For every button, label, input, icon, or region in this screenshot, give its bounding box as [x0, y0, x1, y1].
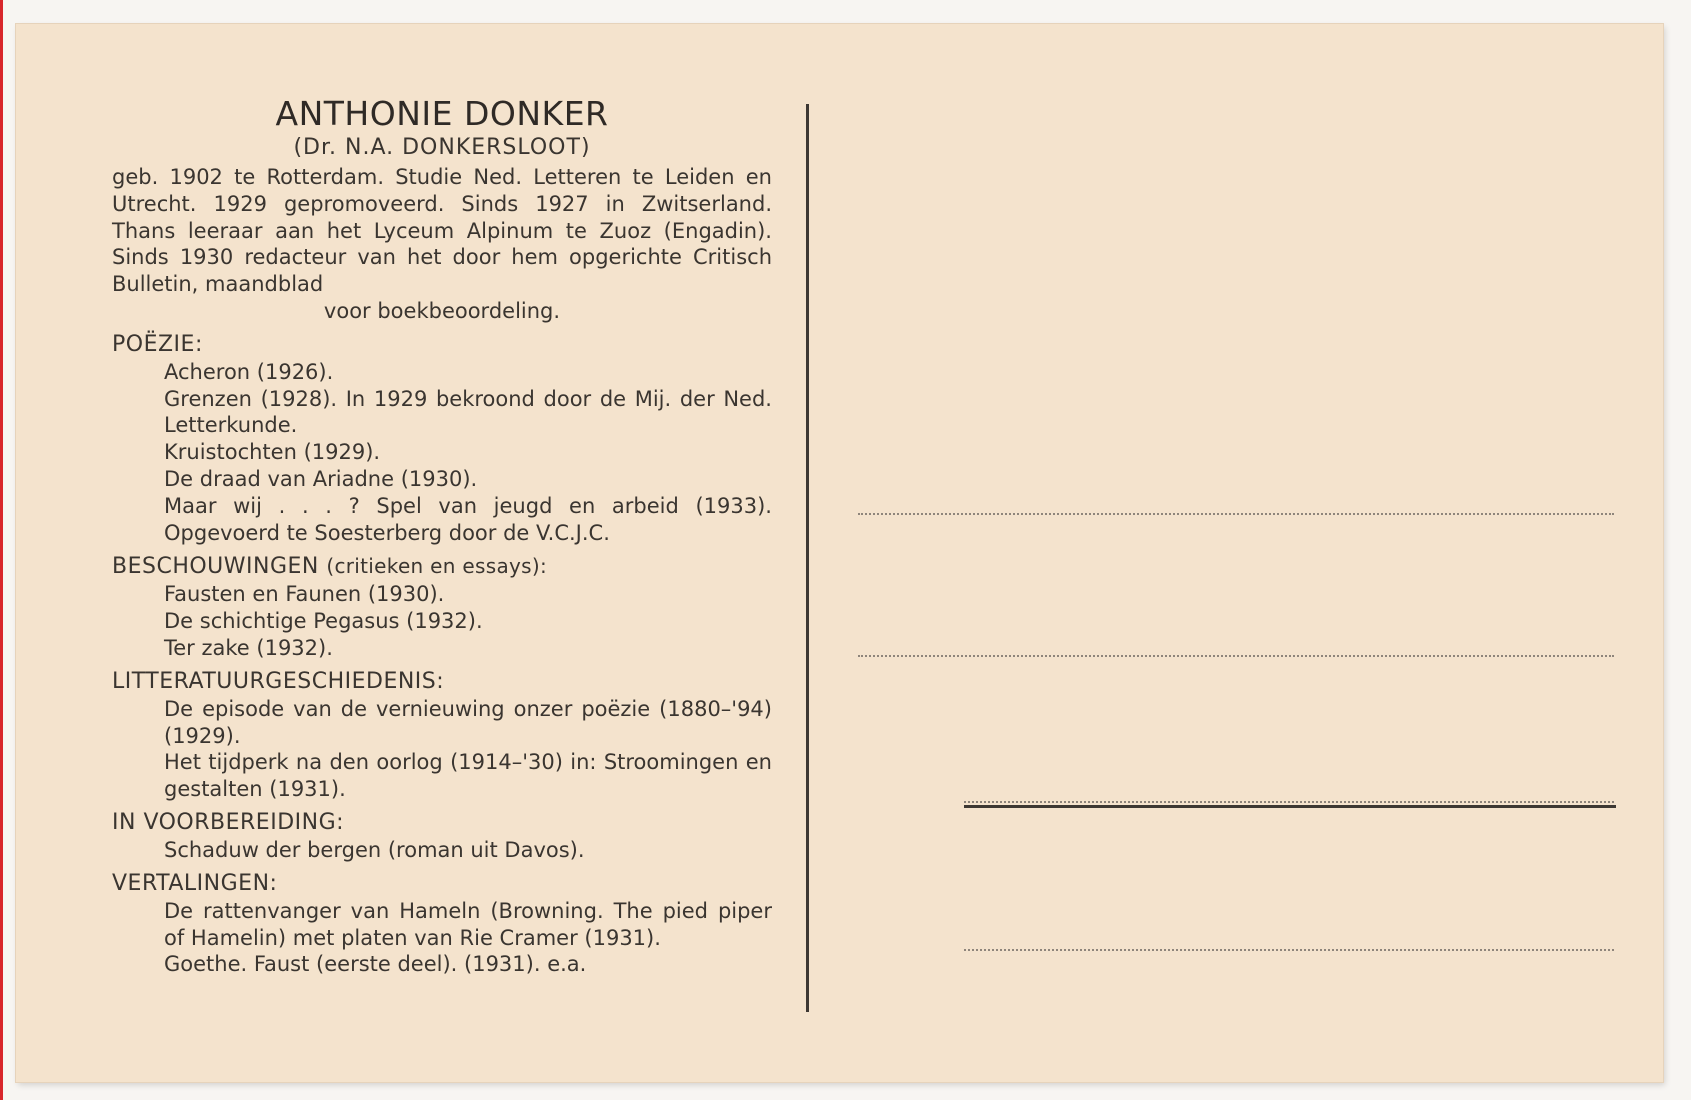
section-heading-note: (critieken en essays):	[326, 554, 548, 579]
list-item: Ter zake (1932).	[164, 635, 333, 660]
section-heading-poezie: POËZIE:	[112, 331, 203, 357]
list-item: De schichtige Pegasus (1932).	[164, 609, 483, 634]
section-heading-litteratuur: LITTERATUURGESCHIEDENIS:	[112, 668, 445, 694]
bio-text-last: voor boekbeoordeling.	[323, 298, 561, 323]
list-item: De episode van de vernieuwing onzer poëzie (1880–'94) (1929).	[164, 696, 772, 748]
section-heading-voorbereiding: IN VOORBEREIDING:	[112, 809, 345, 835]
address-line-1	[858, 513, 1614, 515]
postcard	[16, 24, 1663, 1082]
list-item: Acheron (1926).	[164, 359, 334, 384]
bio-column	[112, 94, 772, 978]
list-item: De rattenvanger van Hameln (Browning. The pied piper of Hamelin) met platen van Rie Cramer (1931).	[164, 898, 772, 950]
bio-text: geb. 1902 te Rotterdam. Studie Ned. Letteren te Leiden en Utrecht. 1929 gepromoveerd. Sinds 1927 in Zwitserland. Thans leeraar aan het Lyceum Alpinum te Zuoz (Engadin). Sinds 1930 redacteur van het door hem opgerichte Critisch Bulletin, maandblad	[112, 165, 772, 297]
section-heading-label: BESCHOUWINGEN	[112, 554, 319, 580]
address-underline	[964, 805, 1616, 808]
list-item: Grenzen (1928). In 1929 bekroond door de Mij. der Ned. Letterkunde.	[164, 386, 772, 438]
list-item: Fausten en Faunen (1930).	[164, 582, 445, 607]
list-item: Schaduw der bergen (roman uit Davos).	[164, 837, 585, 862]
address-line-2	[858, 655, 1614, 657]
list-item: Het tijdperk na den oorlog (1914–'30) in: Stroomingen en gestalten (1931).	[164, 750, 772, 802]
section-heading-beschouwingen	[112, 552, 772, 581]
list-item: Maar wij . . . ? Spel van jeugd en arbeid (1933). Opgevoerd te Soesterberg door de V.C.J.C.	[164, 493, 772, 545]
section-heading-vertalingen: VERTALINGEN:	[112, 870, 278, 896]
center-divider	[806, 104, 809, 1012]
author-name: ANTHONIE DONKER	[275, 94, 609, 133]
address-line-4	[964, 949, 1614, 951]
list-item: Goethe. Faust (eerste deel). (1931). e.a.	[164, 952, 587, 977]
list-item: De draad van Ariadne (1930).	[164, 466, 478, 491]
author-real-name: (Dr. N.A. DONKERSLOOT)	[293, 135, 591, 160]
list-item: Kruistochten (1929).	[164, 440, 381, 465]
scan-edge	[0, 0, 3, 1100]
address-line-3	[964, 801, 1614, 803]
